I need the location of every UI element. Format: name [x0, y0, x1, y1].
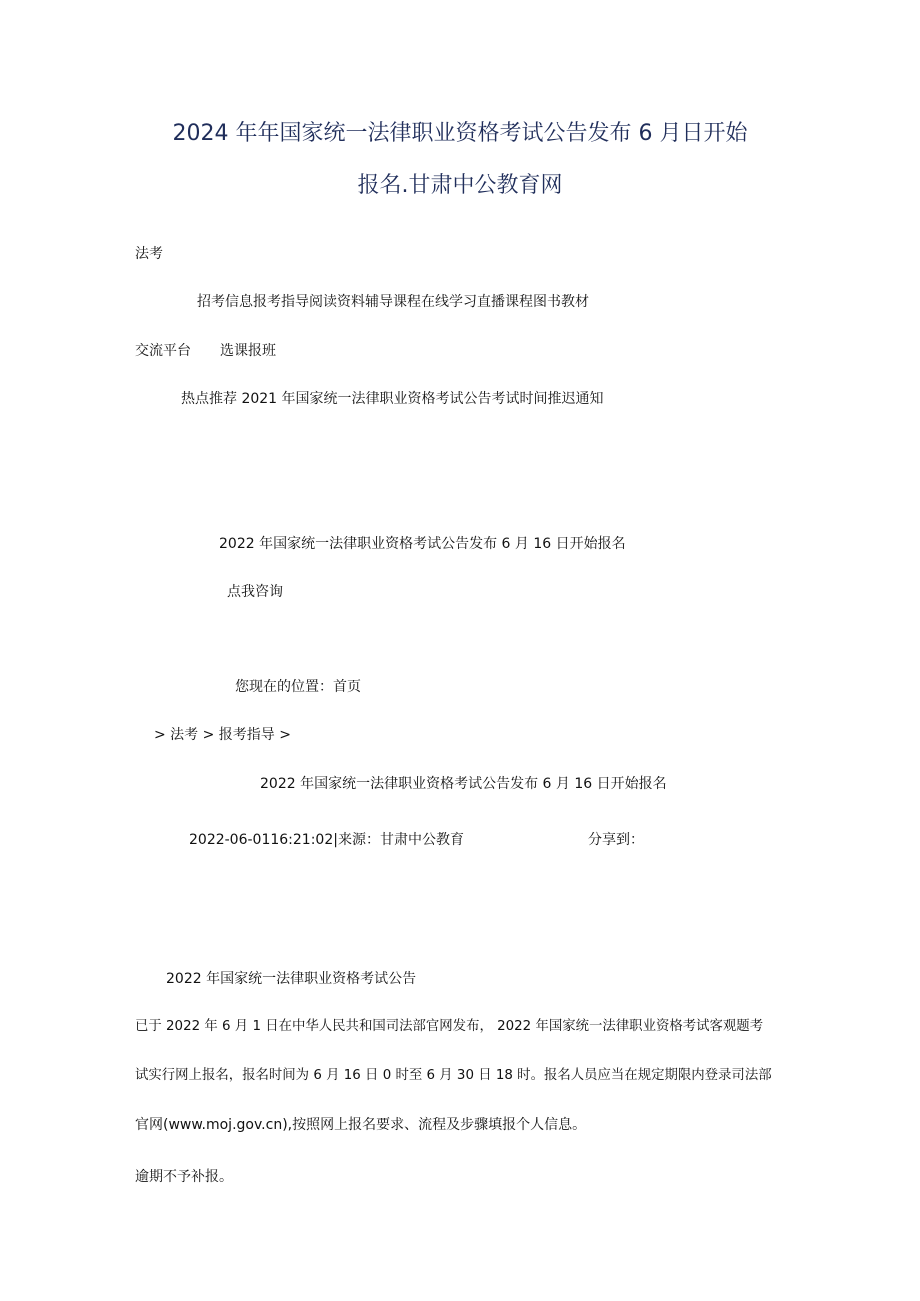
breadcrumb-path[interactable]: > 法考 > 报考指导 >: [154, 727, 291, 743]
article-subheading: 2022 年国家统一法律职业资格考试公告: [166, 971, 417, 987]
article-paragraph-line-2: 试实行网上报名，报名时间为 6 月 16 日 0 时至 6 月 30 日 18 时。报名人员应当在规定期限内登录司法部: [135, 1068, 772, 1083]
article-paragraph-2: 逾期不予补报。: [135, 1169, 233, 1185]
document-title-line-1: 2024 年年国家统一法律职业资格考试公告发布 6 月日开始: [172, 121, 748, 146]
article-meta: 2022-06-0116:21:02|来源：甘肃中公教育: [189, 832, 464, 848]
document-title-line-2: 报名.甘肃中公教育网: [357, 173, 563, 198]
banner-headline-link[interactable]: 2022 年国家统一法律职业资格考试公告发布 6 月 16 日开始报名: [219, 536, 626, 552]
hot-recommendation-label: 热点推荐: [181, 391, 237, 407]
breadcrumb-home-link[interactable]: 首页: [333, 679, 361, 695]
hot-recommendation-link[interactable]: 2021 年国家统一法律职业资格考试公告考试时间推迟通知: [241, 391, 604, 407]
article-paragraph-line-3: 官网(www.moj.gov.cn),按照网上报名要求、流程及步骤填报个人信息。: [135, 1117, 587, 1133]
nav-menu-links[interactable]: 招考信息报考指导阅读资料辅导课程在线学习直播课程图书教材: [197, 294, 589, 310]
nav-exchange-link[interactable]: 交流平台: [135, 343, 191, 359]
breadcrumb: [235, 677, 361, 697]
article-title: 2022 年国家统一法律职业资格考试公告发布 6 月 16 日开始报名: [260, 776, 667, 792]
consult-button[interactable]: 点我咨询: [227, 584, 283, 600]
article-paragraph-line-1: 已于 2022 年 6 月 1 日在中华人民共和国司法部官网发布， 2022 年国家统一法律职业资格考试客观题考: [135, 1019, 764, 1034]
nav-category-link[interactable]: 法考: [135, 246, 163, 262]
hot-recommendation: [181, 389, 604, 409]
breadcrumb-prefix: 您现在的位置：: [235, 679, 333, 695]
share-label[interactable]: 分享到：: [588, 832, 644, 848]
nav-enroll-link[interactable]: 选课报班: [220, 343, 276, 359]
